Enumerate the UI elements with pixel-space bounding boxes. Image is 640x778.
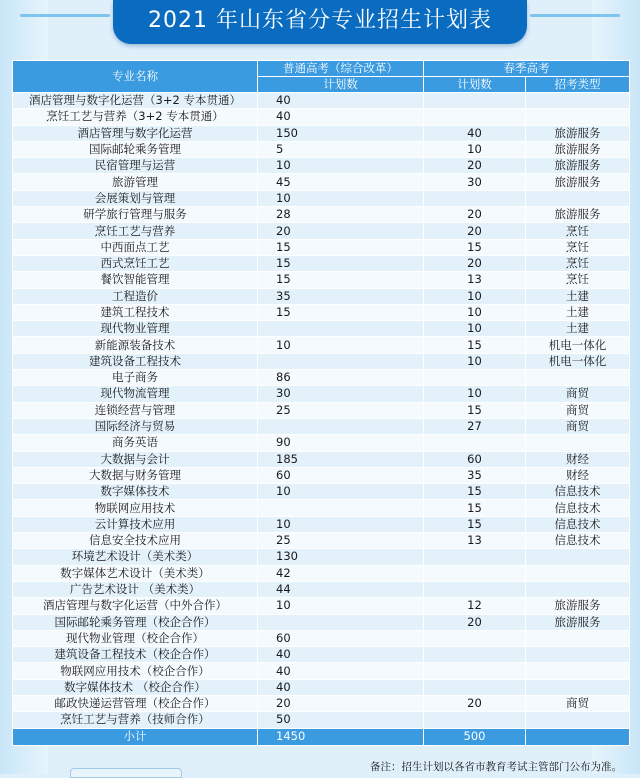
exam-type-cell: 信息技术 bbox=[526, 484, 630, 500]
exam-type-cell: 旅游服务 bbox=[526, 598, 630, 614]
spring-plan-cell: 27 bbox=[424, 418, 526, 434]
general-plan-cell: 20 bbox=[258, 695, 424, 711]
major-name-cell: 建筑设备工程技术 bbox=[13, 353, 258, 369]
spring-plan-cell: 10 bbox=[424, 288, 526, 304]
table-row bbox=[13, 223, 630, 239]
spring-plan-cell: 15 bbox=[424, 239, 526, 255]
exam-type-cell bbox=[526, 93, 630, 109]
table-row bbox=[13, 500, 630, 516]
exam-type-cell: 土建 bbox=[526, 304, 630, 320]
table-row bbox=[13, 239, 630, 255]
table-row bbox=[13, 402, 630, 418]
exam-type-cell: 旅游服务 bbox=[526, 614, 630, 630]
table-body bbox=[13, 93, 630, 729]
major-name-cell: 建筑工程技术 bbox=[13, 304, 258, 320]
major-name-cell: 现代物业管理 bbox=[13, 321, 258, 337]
exam-type-cell: 烹饪 bbox=[526, 223, 630, 239]
spring-plan-cell: 10 bbox=[424, 353, 526, 369]
exam-type-cell: 财经 bbox=[526, 467, 630, 483]
table-row bbox=[13, 141, 630, 157]
major-name-cell: 云计算技术应用 bbox=[13, 516, 258, 532]
general-plan-cell: 150 bbox=[258, 125, 424, 141]
table-row bbox=[13, 712, 630, 728]
spring-plan-cell bbox=[424, 630, 526, 646]
general-plan-cell bbox=[258, 418, 424, 434]
major-name-cell: 酒店管理与数字化运营（中外合作） bbox=[13, 598, 258, 614]
spring-plan-cell bbox=[424, 647, 526, 663]
exam-type-cell bbox=[526, 565, 630, 581]
table-row bbox=[13, 484, 630, 500]
exam-type-cell bbox=[526, 647, 630, 663]
spring-plan-cell: 15 bbox=[424, 484, 526, 500]
general-plan-cell: 15 bbox=[258, 255, 424, 271]
table-row bbox=[13, 533, 630, 549]
general-plan-cell: 15 bbox=[258, 272, 424, 288]
exam-type-cell: 旅游服务 bbox=[526, 174, 630, 190]
exam-type-cell: 商贸 bbox=[526, 386, 630, 402]
general-plan-cell: 15 bbox=[258, 304, 424, 320]
spring-plan-cell: 60 bbox=[424, 451, 526, 467]
major-name-cell: 烹饪工艺与营养（3+2 专本贯通） bbox=[13, 109, 258, 125]
major-name-cell: 西式烹饪工艺 bbox=[13, 255, 258, 271]
header-plan-count-spring: 计划数 bbox=[424, 77, 526, 93]
table-row bbox=[13, 451, 630, 467]
table-row bbox=[13, 272, 630, 288]
major-name-cell: 酒店管理与数字化运营（3+2 专本贯通） bbox=[13, 93, 258, 109]
exam-type-cell: 烹饪 bbox=[526, 272, 630, 288]
table-row bbox=[13, 386, 630, 402]
exam-type-cell: 商贸 bbox=[526, 418, 630, 434]
major-name-cell: 电子商务 bbox=[13, 370, 258, 386]
exam-type-cell: 旅游服务 bbox=[526, 158, 630, 174]
table-row bbox=[13, 614, 630, 630]
major-name-cell: 民宿管理与运营 bbox=[13, 158, 258, 174]
exam-type-cell: 旅游服务 bbox=[526, 141, 630, 157]
exam-type-cell: 信息技术 bbox=[526, 500, 630, 516]
spring-plan-cell: 10 bbox=[424, 321, 526, 337]
table-row bbox=[13, 93, 630, 109]
exam-type-cell bbox=[526, 435, 630, 451]
table-row bbox=[13, 647, 630, 663]
spring-plan-cell: 15 bbox=[424, 337, 526, 353]
spring-plan-cell: 30 bbox=[424, 174, 526, 190]
table-row bbox=[13, 663, 630, 679]
general-plan-cell: 90 bbox=[258, 435, 424, 451]
table-row bbox=[13, 190, 630, 206]
subtotal-type bbox=[526, 728, 630, 745]
table-row bbox=[13, 581, 630, 597]
header-group-spring: 春季高考 bbox=[424, 61, 630, 77]
exam-type-cell: 商贸 bbox=[526, 402, 630, 418]
spring-plan-cell: 20 bbox=[424, 223, 526, 239]
table-row bbox=[13, 516, 630, 532]
exam-type-cell: 旅游服务 bbox=[526, 207, 630, 223]
general-plan-cell: 40 bbox=[258, 93, 424, 109]
spring-plan-cell: 35 bbox=[424, 467, 526, 483]
general-plan-cell: 10 bbox=[258, 158, 424, 174]
table-row bbox=[13, 109, 630, 125]
general-plan-cell: 86 bbox=[258, 370, 424, 386]
general-plan-cell: 40 bbox=[258, 679, 424, 695]
major-name-cell: 现代物业管理（校企合作） bbox=[13, 630, 258, 646]
general-plan-cell: 10 bbox=[258, 516, 424, 532]
page-title: 2021 年山东省分专业招生计划表 bbox=[113, 0, 527, 44]
exam-type-cell: 机电一体化 bbox=[526, 337, 630, 353]
spring-plan-cell bbox=[424, 370, 526, 386]
exam-type-cell bbox=[526, 549, 630, 565]
major-name-cell: 连锁经营与管理 bbox=[13, 402, 258, 418]
general-plan-cell: 10 bbox=[258, 337, 424, 353]
table-row bbox=[13, 549, 630, 565]
major-name-cell: 商务英语 bbox=[13, 435, 258, 451]
exam-type-cell: 烹饪 bbox=[526, 255, 630, 271]
spring-plan-cell: 15 bbox=[424, 516, 526, 532]
general-plan-cell: 40 bbox=[258, 109, 424, 125]
exam-type-cell: 信息技术 bbox=[526, 516, 630, 532]
general-plan-cell: 15 bbox=[258, 239, 424, 255]
general-plan-cell bbox=[258, 500, 424, 516]
table-row bbox=[13, 255, 630, 271]
major-name-cell: 大数据与会计 bbox=[13, 451, 258, 467]
table-row bbox=[13, 288, 630, 304]
header-plan-count-general: 计划数 bbox=[258, 77, 424, 93]
table-row bbox=[13, 565, 630, 581]
subtotal-row bbox=[13, 728, 630, 745]
major-name-cell: 数字媒体艺术设计（美术类） bbox=[13, 565, 258, 581]
exam-type-cell: 旅游服务 bbox=[526, 125, 630, 141]
major-name-cell: 国际邮轮乘务管理（校企合作） bbox=[13, 614, 258, 630]
exam-type-cell bbox=[526, 109, 630, 125]
spring-plan-cell: 13 bbox=[424, 272, 526, 288]
major-name-cell: 现代物流管理 bbox=[13, 386, 258, 402]
spring-plan-cell: 40 bbox=[424, 125, 526, 141]
spring-plan-cell: 20 bbox=[424, 207, 526, 223]
major-name-cell: 数字媒体技术 （校企合作） bbox=[13, 679, 258, 695]
spring-plan-cell bbox=[424, 581, 526, 597]
general-plan-cell: 130 bbox=[258, 549, 424, 565]
general-plan-cell: 10 bbox=[258, 190, 424, 206]
spring-plan-cell bbox=[424, 663, 526, 679]
exam-type-cell bbox=[526, 679, 630, 695]
major-name-cell: 建筑设备工程技术（校企合作） bbox=[13, 647, 258, 663]
spring-plan-cell bbox=[424, 190, 526, 206]
major-name-cell: 烹饪工艺与营养（技师合作） bbox=[13, 712, 258, 728]
exam-type-cell: 机电一体化 bbox=[526, 353, 630, 369]
exam-type-cell bbox=[526, 370, 630, 386]
general-plan-cell: 10 bbox=[258, 484, 424, 500]
table-row bbox=[13, 598, 630, 614]
general-plan-cell: 60 bbox=[258, 630, 424, 646]
exam-type-cell: 烹饪 bbox=[526, 239, 630, 255]
general-plan-cell: 45 bbox=[258, 174, 424, 190]
spring-plan-cell bbox=[424, 93, 526, 109]
major-name-cell: 广告艺术设计 （美术类） bbox=[13, 581, 258, 597]
exam-type-cell: 土建 bbox=[526, 321, 630, 337]
table-row bbox=[13, 321, 630, 337]
major-name-cell: 邮政快递运营管理（校企合作） bbox=[13, 695, 258, 711]
exam-type-cell bbox=[526, 630, 630, 646]
spring-plan-cell: 20 bbox=[424, 158, 526, 174]
exam-type-cell: 商贸 bbox=[526, 695, 630, 711]
general-plan-cell: 20 bbox=[258, 223, 424, 239]
general-plan-cell bbox=[258, 353, 424, 369]
major-name-cell: 中西面点工艺 bbox=[13, 239, 258, 255]
major-name-cell: 国际经济与贸易 bbox=[13, 418, 258, 434]
header-group-general: 普通高考（综合改革） bbox=[258, 61, 424, 77]
spring-plan-cell: 15 bbox=[424, 402, 526, 418]
spring-plan-cell: 13 bbox=[424, 533, 526, 549]
table-row bbox=[13, 467, 630, 483]
subtotal-label: 小计 bbox=[13, 728, 258, 745]
general-plan-cell: 60 bbox=[258, 467, 424, 483]
major-name-cell: 酒店管理与数字化运营 bbox=[13, 125, 258, 141]
exam-type-cell: 土建 bbox=[526, 288, 630, 304]
spring-plan-cell: 20 bbox=[424, 695, 526, 711]
general-plan-cell: 185 bbox=[258, 451, 424, 467]
spring-plan-cell bbox=[424, 109, 526, 125]
enrollment-plan-table bbox=[12, 60, 630, 746]
general-plan-cell bbox=[258, 321, 424, 337]
major-name-cell: 数字媒体技术 bbox=[13, 484, 258, 500]
general-plan-cell: 25 bbox=[258, 533, 424, 549]
spring-plan-cell: 12 bbox=[424, 598, 526, 614]
exam-type-cell bbox=[526, 190, 630, 206]
major-name-cell: 大数据与财务管理 bbox=[13, 467, 258, 483]
general-plan-cell: 44 bbox=[258, 581, 424, 597]
subtotal-general: 1450 bbox=[258, 728, 424, 745]
major-name-cell: 物联网应用技术（校企合作） bbox=[13, 663, 258, 679]
spring-plan-cell bbox=[424, 712, 526, 728]
subtotal-spring: 500 bbox=[424, 728, 526, 745]
header-major-name: 专业名称 bbox=[13, 61, 258, 93]
major-name-cell: 工程造价 bbox=[13, 288, 258, 304]
table-row bbox=[13, 679, 630, 695]
spring-plan-cell bbox=[424, 565, 526, 581]
major-name-cell: 信息安全技术应用 bbox=[13, 533, 258, 549]
general-plan-cell: 30 bbox=[258, 386, 424, 402]
general-plan-cell: 5 bbox=[258, 141, 424, 157]
table-row bbox=[13, 337, 630, 353]
table-row bbox=[13, 207, 630, 223]
general-plan-cell: 25 bbox=[258, 402, 424, 418]
general-plan-cell: 40 bbox=[258, 647, 424, 663]
general-plan-cell: 50 bbox=[258, 712, 424, 728]
major-name-cell: 会展策划与管理 bbox=[13, 190, 258, 206]
decorative-line-right bbox=[530, 14, 620, 17]
exam-type-cell: 财经 bbox=[526, 451, 630, 467]
general-plan-cell: 42 bbox=[258, 565, 424, 581]
major-name-cell: 旅游管理 bbox=[13, 174, 258, 190]
exam-type-cell bbox=[526, 712, 630, 728]
major-name-cell: 研学旅行管理与服务 bbox=[13, 207, 258, 223]
table-row bbox=[13, 418, 630, 434]
exam-type-cell bbox=[526, 581, 630, 597]
table-row bbox=[13, 695, 630, 711]
spring-plan-cell bbox=[424, 679, 526, 695]
spring-plan-cell bbox=[424, 549, 526, 565]
general-plan-cell: 28 bbox=[258, 207, 424, 223]
exam-type-cell: 信息技术 bbox=[526, 533, 630, 549]
major-name-cell: 餐饮智能管理 bbox=[13, 272, 258, 288]
major-name-cell: 烹饪工艺与营养 bbox=[13, 223, 258, 239]
footnote: 备注：招生计划以各省市教育考试主管部门公布为准。 bbox=[370, 761, 622, 773]
spring-plan-cell bbox=[424, 435, 526, 451]
major-name-cell: 国际邮轮乘务管理 bbox=[13, 141, 258, 157]
spring-plan-cell: 10 bbox=[424, 304, 526, 320]
spring-plan-cell: 15 bbox=[424, 500, 526, 516]
table-row bbox=[13, 370, 630, 386]
general-plan-cell: 40 bbox=[258, 663, 424, 679]
spring-plan-cell: 20 bbox=[424, 255, 526, 271]
spring-plan-cell: 10 bbox=[424, 141, 526, 157]
table-row bbox=[13, 125, 630, 141]
major-name-cell: 环境艺术设计（美术类） bbox=[13, 549, 258, 565]
header-exam-type: 招考类型 bbox=[526, 77, 630, 93]
bottom-tab-decoration bbox=[70, 768, 182, 778]
general-plan-cell: 10 bbox=[258, 598, 424, 614]
major-name-cell: 物联网应用技术 bbox=[13, 500, 258, 516]
table-row bbox=[13, 158, 630, 174]
spring-plan-cell: 10 bbox=[424, 386, 526, 402]
exam-type-cell bbox=[526, 663, 630, 679]
table-row bbox=[13, 174, 630, 190]
table-row bbox=[13, 304, 630, 320]
general-plan-cell: 35 bbox=[258, 288, 424, 304]
decorative-line-left bbox=[20, 14, 110, 17]
general-plan-cell bbox=[258, 614, 424, 630]
table-row bbox=[13, 630, 630, 646]
table-row bbox=[13, 353, 630, 369]
major-name-cell: 新能源装备技术 bbox=[13, 337, 258, 353]
table-row bbox=[13, 435, 630, 451]
spring-plan-cell: 20 bbox=[424, 614, 526, 630]
